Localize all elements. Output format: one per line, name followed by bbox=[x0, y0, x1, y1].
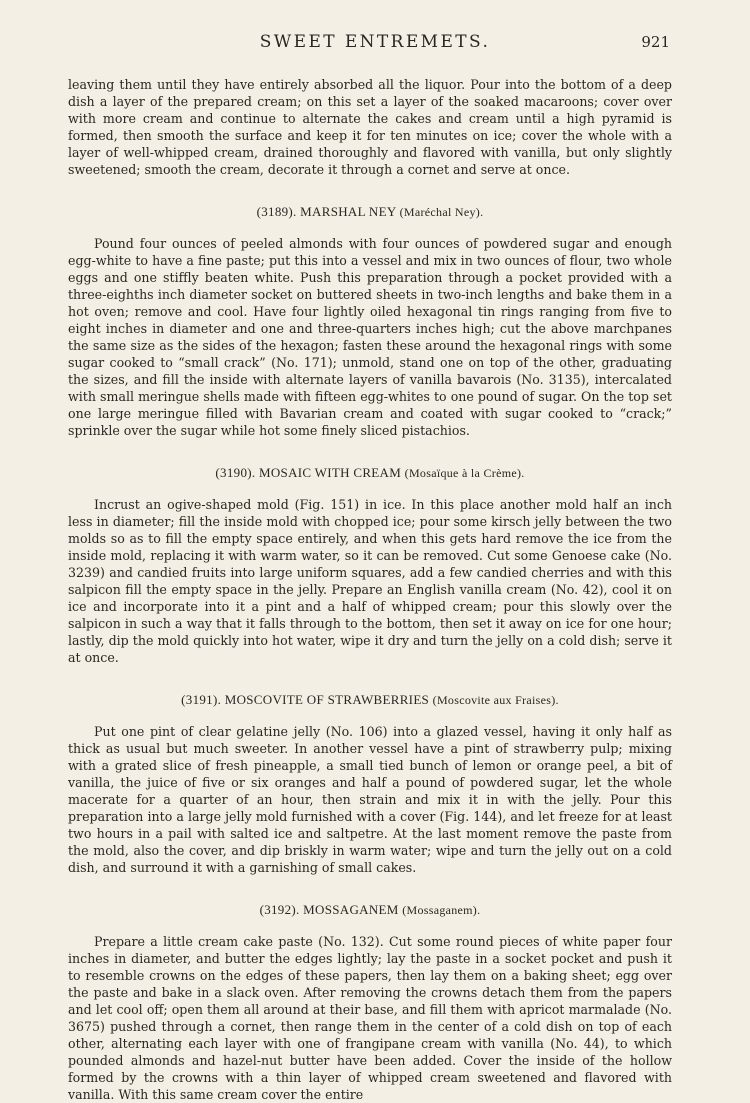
recipe-number: (3191). bbox=[181, 692, 222, 707]
recipe-title-3190 bbox=[68, 464, 672, 482]
recipe-name: MOSSAGANEM bbox=[303, 902, 399, 917]
recipe-name: MOSCOVITE OF STRAWBERRIES bbox=[224, 692, 430, 707]
recipe-number: (3189). bbox=[256, 204, 297, 219]
recipe-french-name: (Moscovite aux Fraises). bbox=[432, 693, 559, 707]
recipe-french-name: (Mosaïque à la Crème). bbox=[404, 466, 525, 480]
recipe-title-3192 bbox=[68, 901, 672, 919]
recipe-title-3189 bbox=[68, 203, 672, 221]
header-title: SWEET ENTREMETS. bbox=[259, 32, 491, 52]
running-header bbox=[0, 30, 750, 54]
recipe-body-3189: Pound four ounces of peeled almonds with four ounces of powdered sugar and enough egg-white to have a fine paste; put this into a vessel and mix in two ounces of flour, two whole eggs and one stiffly beaten white. Push this preparation through a pocket provided with a three-eighths inch diameter socket on buttered sheets in two-inch lengths and bake them in a hot oven; remove and cool. Have four lightly oiled hexagonal tin rings ranging from five to eight inches in diameter and one and three-quarters inches high; cut the above marchpanes the same size as the sides of the hexagon; fasten these around the hexagonal rings with some sugar cooked to “small crack” (No. 171); unmold, stand one on top of the other, graduating the sizes, and fill the inside with alternate layers of vanilla bavarois (No. 3135), intercalated with small meringue shells made with fifteen egg-whites to one pound of sugar. On the top set one large meringue filled with Bavarian cream and coated with sugar cooked to “crack;” sprinkle over the sugar while hot some finely sliced pistachios. bbox=[68, 236, 672, 438]
recipe-body-3192: Prepare a little cream cake paste (No. 132). Cut some round pieces of white paper four inches in diameter, and butter the edges lightly; lay the paste in a socket pocket and push it to resemble crowns on the edges of these papers, then lay them on a baking sheet; egg over the paste and bake in a slack oven. After removing the crowns detach them from the papers and let cool off; open them all around at their base, and fill them with apricot marmalade (No. 3675) pushed through a cornet, then range them in the center of a cold dish on top of each other, alternating each layer with one of frangipane cream with vanilla (No. 44), to which pounded almonds and hazel-nut butter have been added. Cover the inside of the hollow formed by the crowns with a thin layer of whipped cream sweetened and flavored with vanilla. With this same cream cover the entire bbox=[68, 934, 672, 1102]
recipe-body-3191: Put one pint of clear gelatine jelly (No. 106) into a glazed vessel, having it only half as thick as usual but much sweeter. In another vessel have a pint of strawberry pulp; mixing with a grated slice of fresh pineapple, a small tied bunch of lemon or orange peel, a bit of vanilla, the juice of five or six oranges and half a pound of powdered sugar, let the whole macerate for a quarter of an hour, then strain and mix it in with the jelly. Pour this preparation into a large jelly mold furnished with a cover (Fig. 144), and let freeze for at least two hours in a pail with salted ice and saltpetre. At the last moment remove the paste from the mold, also the cover, and dip briskly in warm water; wipe and turn the jelly out on a cold dish, and surround it with a garnishing of small cakes. bbox=[68, 724, 672, 875]
recipe-number: (3192). bbox=[259, 902, 300, 917]
recipe-number: (3190). bbox=[215, 465, 256, 480]
page-number: 921 bbox=[641, 33, 670, 51]
intro-paragraph: leaving them until they have entirely absorbed all the liquor. Pour into the bottom of a deep dish a layer of the prepared cream; on this set a layer of the soaked macaroons; cover over with more cream and continue to alternate the cakes and cream until a high pyramid is formed, then smooth the surface and keep it for ten minutes on ice; cover the whole with a layer of well-whipped cream, drained thoroughly and flavored with vanilla, but only slightly sweetened; smooth the cream, decorate it through a cornet and serve at once. bbox=[68, 77, 672, 177]
recipe-name: MARSHAL NEY bbox=[300, 204, 397, 219]
page-content bbox=[68, 76, 672, 1103]
recipe-french-name: (Maréchal Ney). bbox=[399, 205, 484, 219]
recipe-body-3190: Incrust an ogive-shaped mold (Fig. 151) in ice. In this place another mold half an inch less in diameter; fill the inside mold with chopped ice; pour some kirsch jelly between the two molds so as to fill the empty space entirely, and when this gets hard remove the ice from the inside mold, replacing it with warm water, so it can be removed. Cut some Genoese cake (No. 3239) and candied fruits into large uniform squares, add a few candied cherries and with this salpicon fill the empty space in the jelly. Prepare an English vanilla cream (No. 42), cool it on ice and incorporate into it a pint and a half of whipped cream; pour this slowly over the salpicon in such a way that it falls through to the bottom, then set it away on ice for one hour; lastly, dip the mold quickly into hot water, wipe it dry and turn the jelly on a cold dish; serve it at once. bbox=[68, 497, 672, 665]
recipe-name: MOSAIC WITH CREAM bbox=[259, 465, 402, 480]
recipe-french-name: (Mossaganem). bbox=[402, 903, 481, 917]
recipe-title-3191 bbox=[68, 691, 672, 709]
